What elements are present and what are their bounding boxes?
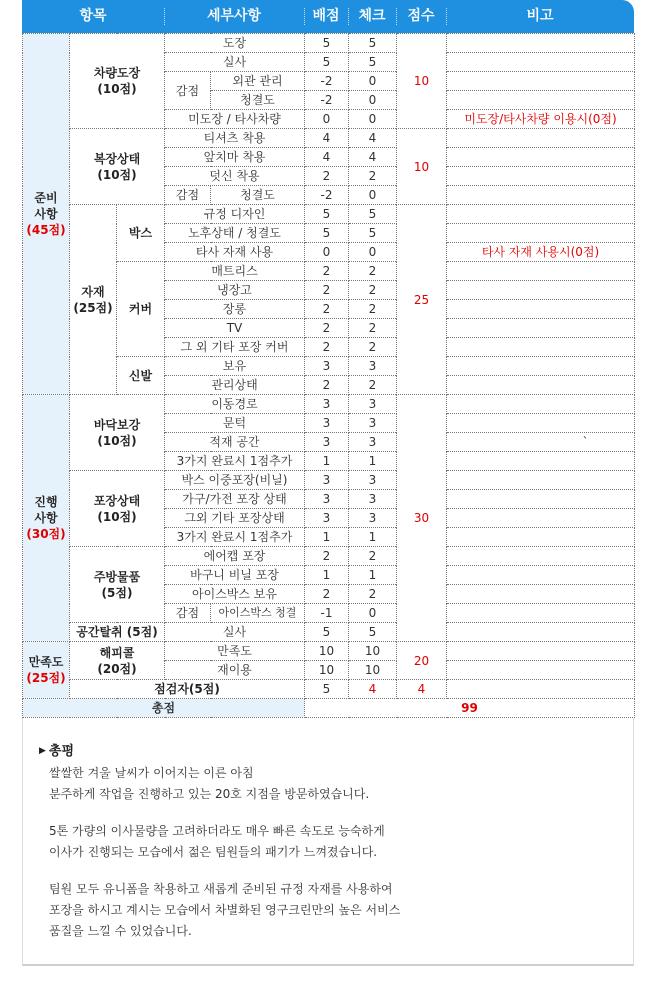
row-check: 4 xyxy=(349,148,397,167)
row-max: 3 xyxy=(305,414,349,433)
row-note xyxy=(447,604,635,623)
row-check: 0 xyxy=(349,72,397,91)
row-note xyxy=(447,300,635,319)
row-check: 0 xyxy=(349,186,397,205)
row-max: 2 xyxy=(305,585,349,604)
row-max: 10 xyxy=(305,661,349,680)
row-item: 만족도 xyxy=(165,642,305,661)
table-row xyxy=(23,129,635,148)
row-note xyxy=(447,224,635,243)
total-row xyxy=(23,699,635,718)
deduct-label: 감점 xyxy=(165,72,211,110)
row-note xyxy=(447,319,635,338)
row-check: 1 xyxy=(349,566,397,585)
group-label: 복장상태 xyxy=(93,151,141,166)
section-label: 만족도 xyxy=(28,655,64,669)
row-note xyxy=(447,91,635,110)
group-points: (10점) xyxy=(97,82,137,96)
row-check: 2 xyxy=(349,376,397,395)
row-max: -2 xyxy=(305,91,349,110)
row-item: TV xyxy=(165,319,305,338)
group-label: 바닥보강 xyxy=(93,417,141,432)
row-max: 2 xyxy=(305,547,349,566)
group-packing xyxy=(70,471,165,547)
row-item: 실사 xyxy=(165,623,305,642)
row-note xyxy=(447,471,635,490)
row-item: 문턱 xyxy=(165,414,305,433)
row-note xyxy=(447,414,635,433)
review-title-text: 총평 xyxy=(48,744,75,759)
row-max: 3 xyxy=(305,433,349,452)
row-max: 2 xyxy=(305,167,349,186)
row-item: 타사 자재 사용 xyxy=(165,243,305,262)
group-vehicle xyxy=(70,34,165,129)
row-check: 5 xyxy=(349,623,397,642)
row-item: 그 외 기타 포장 커버 xyxy=(165,338,305,357)
row-item: 3가지 완료시 1점추가 xyxy=(165,528,305,547)
row-note xyxy=(447,680,635,699)
group-points: (5점) xyxy=(101,585,133,600)
review-paragraph-3 xyxy=(49,879,400,942)
row-check: 2 xyxy=(349,281,397,300)
row-max: 4 xyxy=(305,129,349,148)
row-item: 규정 디자인 xyxy=(165,205,305,224)
row-note xyxy=(447,642,635,661)
row-item: 냉장고 xyxy=(165,281,305,300)
row-item: 보유 xyxy=(165,357,305,376)
row-check: 2 xyxy=(349,300,397,319)
evaluation-table xyxy=(22,33,635,718)
row-max: 4 xyxy=(305,148,349,167)
row-check: 2 xyxy=(349,319,397,338)
section-points: (25점) xyxy=(26,671,66,685)
header-max: 배점 xyxy=(312,8,340,24)
row-check: 2 xyxy=(349,585,397,604)
review-line: 포장을 하시고 계시는 모습에서 차별화된 영구크린만의 높은 서비스 xyxy=(49,903,401,917)
row-max: 0 xyxy=(305,110,349,129)
header-item: 항목 xyxy=(79,8,107,24)
row-max: 3 xyxy=(305,490,349,509)
row-max: 5 xyxy=(305,53,349,72)
row-note: 미도장/타사차량 이용시(0점) xyxy=(447,110,635,129)
row-max: 2 xyxy=(305,300,349,319)
row-item: 티셔츠 착용 xyxy=(165,129,305,148)
group-label: 포장상태 xyxy=(93,493,141,508)
score-inspector: 4 xyxy=(397,680,447,699)
row-max: 5 xyxy=(305,205,349,224)
row-check: 3 xyxy=(349,490,397,509)
group-box: 박스 xyxy=(117,205,165,262)
row-check: 10 xyxy=(349,642,397,661)
row-check: 3 xyxy=(349,414,397,433)
row-check: 2 xyxy=(349,262,397,281)
row-max: 2 xyxy=(305,338,349,357)
review-line: 이사가 진행되는 모습에서 젊은 팀원들의 패기가 느껴졌습니다. xyxy=(49,845,378,859)
header-check: 체크 xyxy=(358,8,386,24)
row-max: 2 xyxy=(305,262,349,281)
group-space: 공간탈취 (5점) xyxy=(70,623,165,642)
row-max: 10 xyxy=(305,642,349,661)
row-max: 1 xyxy=(305,566,349,585)
row-item: 앞치마 착용 xyxy=(165,148,305,167)
row-note: 타사 자재 사용시(0점) xyxy=(447,243,635,262)
row-check: 0 xyxy=(349,604,397,623)
section-label: 사항 xyxy=(34,511,58,525)
row-note xyxy=(447,34,635,53)
review-section xyxy=(22,718,634,966)
table-row xyxy=(23,547,635,566)
row-check: 1 xyxy=(349,452,397,471)
row-check: 3 xyxy=(349,471,397,490)
group-shoes: 신발 xyxy=(117,357,165,395)
score-progress: 30 xyxy=(397,395,447,642)
row-item: 덧신 착용 xyxy=(165,167,305,186)
deduct-label: 감점 xyxy=(165,604,211,623)
group-happycall xyxy=(70,642,165,680)
row-note xyxy=(447,528,635,547)
row-check: 4 xyxy=(349,129,397,148)
row-note xyxy=(447,205,635,224)
row-note xyxy=(447,661,635,680)
group-floor xyxy=(70,395,165,471)
group-label: 자재 xyxy=(81,284,105,299)
row-note xyxy=(447,452,635,471)
group-points: (10점) xyxy=(97,433,137,448)
row-check: 5 xyxy=(349,34,397,53)
row-check: 5 xyxy=(349,53,397,72)
deduct-label: 감점 xyxy=(165,186,211,205)
table-row xyxy=(23,34,635,53)
section-label: 준비 xyxy=(34,191,58,205)
row-check: 2 xyxy=(349,338,397,357)
row-max: 3 xyxy=(305,395,349,414)
row-note xyxy=(447,338,635,357)
score-happycall: 20 xyxy=(397,642,447,680)
row-note xyxy=(447,490,635,509)
row-check: 2 xyxy=(349,167,397,186)
row-item: 3가지 완료시 1점추가 xyxy=(165,452,305,471)
row-note: ` xyxy=(447,433,635,452)
row-item: 가구/가전 포장 상태 xyxy=(165,490,305,509)
review-title xyxy=(39,740,74,759)
row-note xyxy=(447,148,635,167)
review-paragraph-2 xyxy=(49,821,385,863)
row-check: 3 xyxy=(349,509,397,528)
score-uniform: 10 xyxy=(397,129,447,205)
row-check: 5 xyxy=(349,224,397,243)
row-max: 5 xyxy=(305,623,349,642)
table-row xyxy=(23,623,635,642)
score-material: 25 xyxy=(397,205,447,395)
section-progress xyxy=(23,395,70,642)
row-check: 3 xyxy=(349,357,397,376)
group-label: 해피콜 xyxy=(99,645,135,660)
row-check: 2 xyxy=(349,547,397,566)
row-item: 청결도 xyxy=(211,186,305,205)
row-item: 박스 이중포장(비닐) xyxy=(165,471,305,490)
row-check: 5 xyxy=(349,205,397,224)
section-label: 사항 xyxy=(34,207,58,221)
group-inspector: 점검자(5점) xyxy=(70,680,305,699)
row-check: 10 xyxy=(349,661,397,680)
header-score: 점수 xyxy=(407,8,435,24)
review-line: 팀원 모두 유니폼을 착용하고 새롭게 준비된 규정 자재를 사용하여 xyxy=(49,882,393,896)
row-note xyxy=(447,72,635,91)
row-note xyxy=(447,547,635,566)
row-check: 0 xyxy=(349,91,397,110)
row-max: -1 xyxy=(305,604,349,623)
group-points: (20점) xyxy=(97,661,137,676)
row-max: 1 xyxy=(305,452,349,471)
section-points: (45점) xyxy=(26,223,66,237)
group-points: (10점) xyxy=(97,509,137,524)
row-note xyxy=(447,262,635,281)
row-item: 그외 기타 포장상태 xyxy=(165,509,305,528)
row-item: 청결도 xyxy=(211,91,305,110)
review-line: 품질을 느낄 수 있었습니다. xyxy=(49,924,192,938)
table-row xyxy=(23,395,635,414)
row-note xyxy=(447,376,635,395)
row-max: 5 xyxy=(305,34,349,53)
row-check: 0 xyxy=(349,110,397,129)
header-detail: 세부사항 xyxy=(206,8,262,24)
row-item: 적재 공간 xyxy=(165,433,305,452)
group-cover: 커버 xyxy=(117,262,165,357)
row-item: 에어캡 포장 xyxy=(165,547,305,566)
group-kitchen xyxy=(70,547,165,623)
row-max: 3 xyxy=(305,471,349,490)
row-check: 1 xyxy=(349,528,397,547)
row-item: 도장 xyxy=(165,34,305,53)
row-note xyxy=(447,623,635,642)
row-note xyxy=(447,357,635,376)
row-max: 3 xyxy=(305,357,349,376)
review-line: 쌀쌀한 겨울 날씨가 이어지는 이른 아침 xyxy=(49,766,254,780)
table-row xyxy=(23,471,635,490)
row-max: 2 xyxy=(305,319,349,338)
group-material xyxy=(70,205,117,395)
review-line: 5톤 가량의 이사물량을 고려하더라도 매우 빠른 속도로 능숙하게 xyxy=(49,824,385,838)
row-max: 5 xyxy=(305,680,349,699)
row-item: 관리상태 xyxy=(165,376,305,395)
row-max: -2 xyxy=(305,186,349,205)
table-row xyxy=(23,680,635,699)
row-check: 3 xyxy=(349,395,397,414)
section-points: (30점) xyxy=(26,527,66,541)
table-row xyxy=(23,642,635,661)
row-item: 외관 관리 xyxy=(211,72,305,91)
group-points: (25점) xyxy=(73,300,113,315)
row-note xyxy=(447,129,635,148)
row-note xyxy=(447,281,635,300)
row-max: 2 xyxy=(305,376,349,395)
row-note xyxy=(447,167,635,186)
row-max: 3 xyxy=(305,509,349,528)
row-item: 장롱 xyxy=(165,300,305,319)
row-max: 1 xyxy=(305,528,349,547)
row-item: 바구니 비닐 포장 xyxy=(165,566,305,585)
score-vehicle: 10 xyxy=(397,34,447,129)
row-max: 2 xyxy=(305,281,349,300)
row-item: 아이스박스 청결 xyxy=(211,604,305,623)
row-item: 노후상태 / 청결도 xyxy=(165,224,305,243)
total-value: 99 xyxy=(305,699,635,718)
row-note xyxy=(447,509,635,528)
triangle-bullet-icon: ▶ xyxy=(39,746,46,756)
row-item: 재이용 xyxy=(165,661,305,680)
row-max: 0 xyxy=(305,243,349,262)
row-max: -2 xyxy=(305,72,349,91)
row-note xyxy=(447,395,635,414)
table-header xyxy=(22,0,634,33)
row-max: 5 xyxy=(305,224,349,243)
header-note: 비고 xyxy=(526,8,554,24)
row-item: 미도장 / 타사차량 xyxy=(165,110,305,129)
row-item: 아이스박스 보유 xyxy=(165,585,305,604)
row-check: 4 xyxy=(349,680,397,699)
total-label: 총점 xyxy=(23,699,305,718)
row-note xyxy=(447,186,635,205)
review-line: 분주하게 작업을 진행하고 있는 20호 지점을 방문하였습니다. xyxy=(49,787,370,801)
row-note xyxy=(447,566,635,585)
row-item: 이동경로 xyxy=(165,395,305,414)
group-uniform xyxy=(70,129,165,205)
section-prep xyxy=(23,34,70,395)
row-check: 0 xyxy=(349,243,397,262)
group-label: 차량도장 xyxy=(93,66,141,80)
table-row xyxy=(23,205,635,224)
section-label: 진행 xyxy=(34,495,58,509)
row-item: 매트리스 xyxy=(165,262,305,281)
group-label: 주방물품 xyxy=(93,569,141,584)
row-item: 실사 xyxy=(165,53,305,72)
section-satisfaction xyxy=(23,642,70,699)
review-paragraph-1 xyxy=(49,763,369,805)
row-note xyxy=(447,585,635,604)
row-note xyxy=(447,53,635,72)
group-points: (10점) xyxy=(97,167,137,182)
row-check: 3 xyxy=(349,433,397,452)
